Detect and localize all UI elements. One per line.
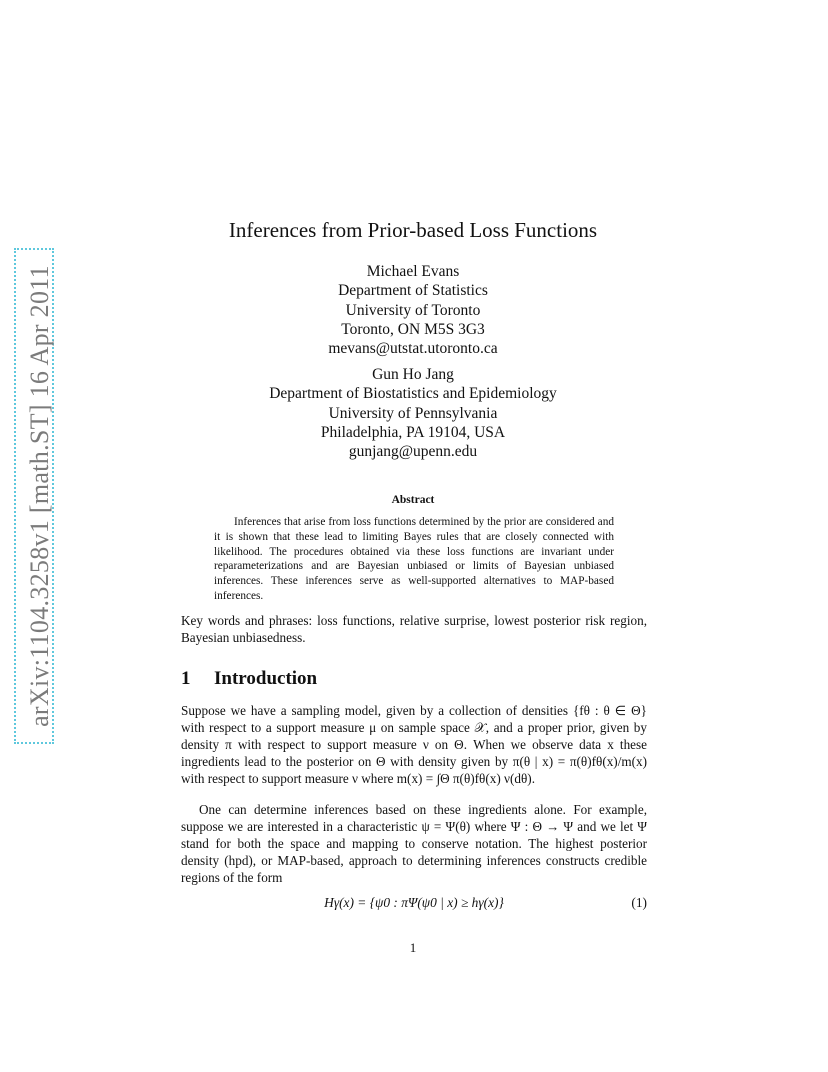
section-heading xyxy=(181,668,647,690)
author-name: Gun Ho Jang xyxy=(372,366,454,383)
author-block-2 xyxy=(180,365,646,461)
author-institution: University of Toronto xyxy=(345,301,481,319)
equation-body: Hγ(x) = {ψ0 : πΨ(ψ0 | x) ≥ hγ(x)} xyxy=(324,895,504,910)
author-block-1 xyxy=(180,262,646,358)
author-address: Toronto, ON M5S 3G3 xyxy=(341,320,485,338)
author-department: Department of Statistics xyxy=(338,282,488,300)
keywords: Key words and phrases: loss functions, relative surprise, lowest posterior risk region, Bayesian unbiasedness. xyxy=(181,613,647,645)
equation-1 xyxy=(181,895,647,913)
author-email: mevans@utstat.utoronto.ca xyxy=(328,340,498,358)
abstract-heading: Abstract xyxy=(391,494,435,506)
section-title: Introduction xyxy=(214,668,318,689)
equation-number: (1) xyxy=(631,895,647,910)
author-institution: University of Pennsylvania xyxy=(328,404,498,422)
page-number: 1 xyxy=(409,940,417,955)
author-email: gunjang@upenn.edu xyxy=(348,443,478,461)
paragraph-2: One can determine inferences based on these ingredients alone. For example, suppose we are interested in a characteristic ψ = Ψ(θ) where Ψ : Θ → Ψ and we let Ψ stand for both the space and mapping to conserve notation. The highest posterior density (hpd), or MAP-based, approach to determining inferences constructs credible regions of the form xyxy=(181,802,647,885)
author-name: Michael Evans xyxy=(366,263,460,280)
section-number: 1 xyxy=(181,668,191,689)
paragraph-1: Suppose we have a sampling model, given by a collection of densities {fθ : θ ∈ Θ} with respect to a support measure μ on sample space 𝒳, and a proper prior, given by density π with respect to support measure ν on Θ. When we observe data x these ingredients lead to the posterior on Θ with density given by π(θ | x) = π(θ)fθ(x)/m(x) with respect to support measure ν where m(x) = ∫Θ π(θ)fθ(x) ν(dθ). xyxy=(181,703,647,786)
author-address: Philadelphia, PA 19104, USA xyxy=(320,423,506,441)
arxiv-stamp: arXiv:1104.3258v1 [math.ST] 16 Apr 2011 xyxy=(25,265,54,727)
abstract-text: Inferences that arise from loss functions determined by the prior are considered and it is shown that these lead to limiting Bayes rules that are closely connected with likelihood. The procedures obtained via these loss functions are invariant under reparameterizations and are Bayesian unbiased or limits of Bayesian unbiased inferences. These inferences serve as well-supported alternatives to MAP-based inferences. xyxy=(214,516,614,602)
paper-title: Inferences from Prior-based Loss Functions xyxy=(228,218,598,242)
author-department: Department of Biostatistics and Epidemiology xyxy=(269,385,557,403)
